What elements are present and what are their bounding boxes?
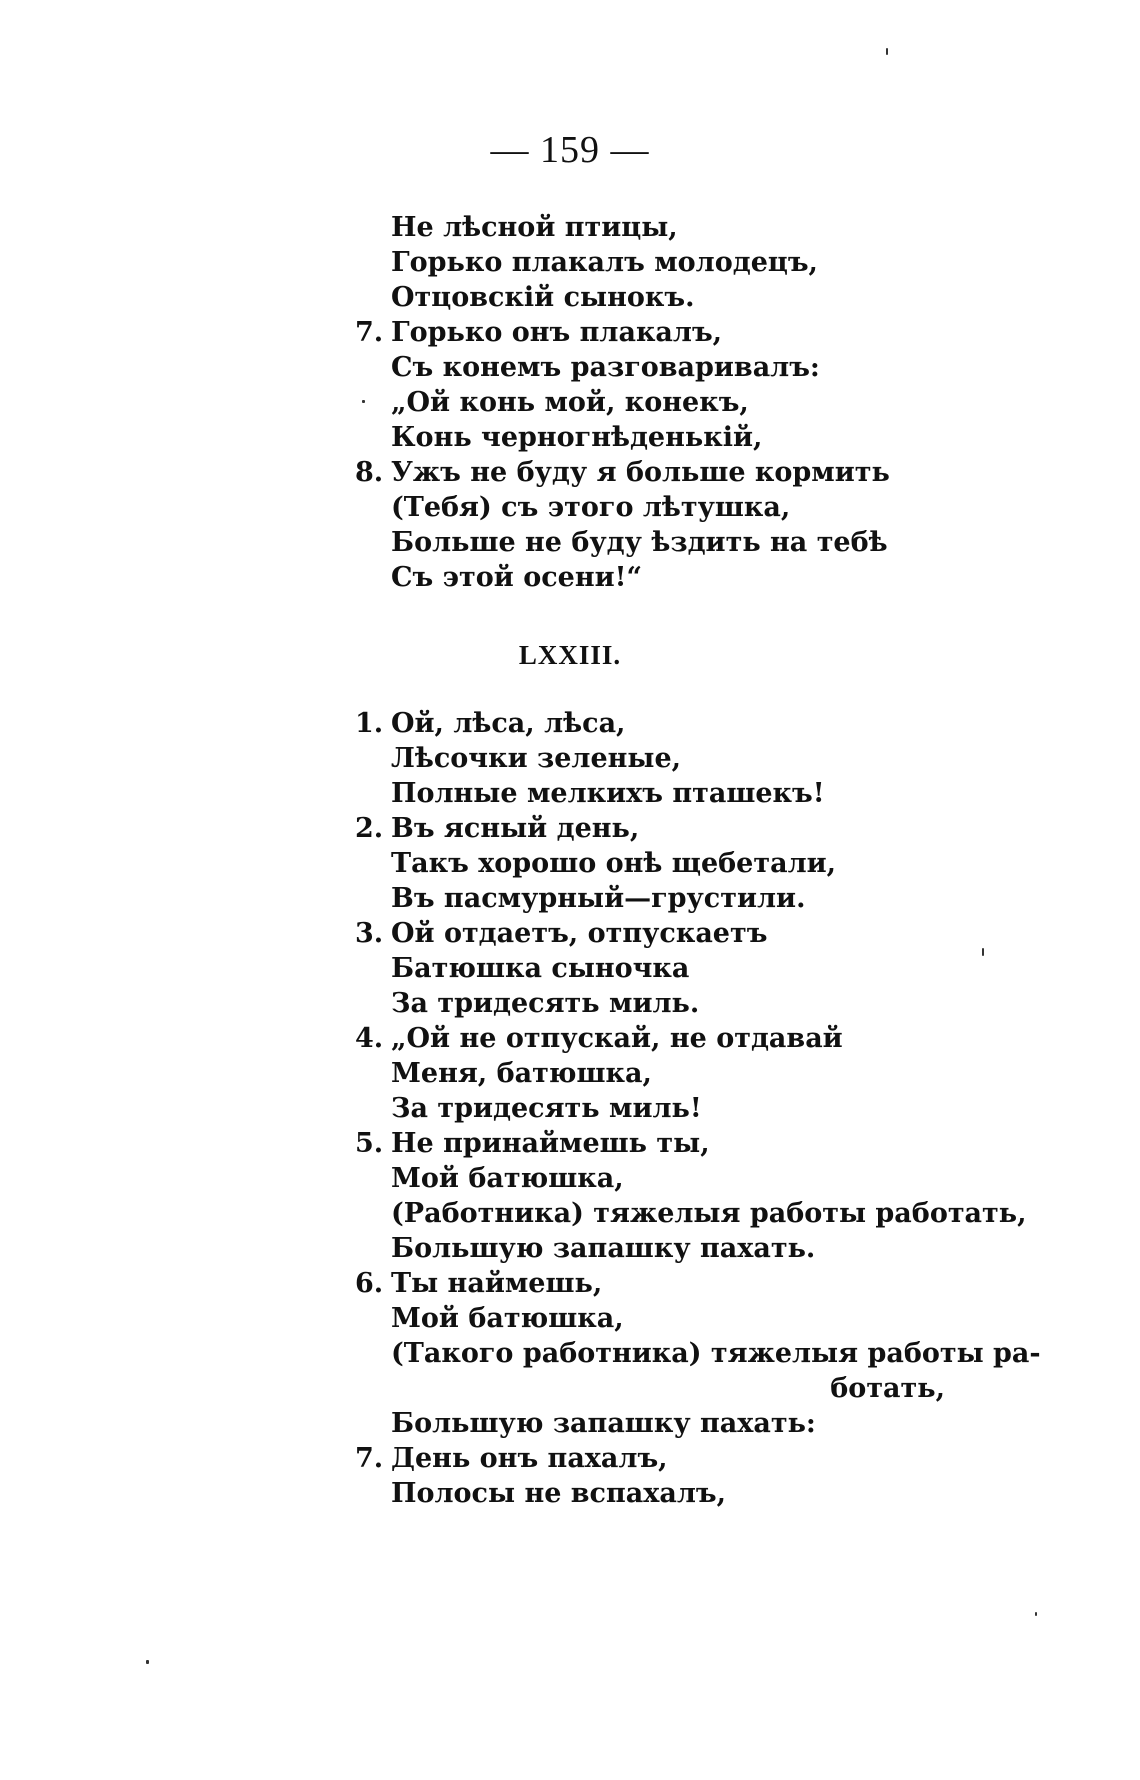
verse-line: Въ пасмурный—грустили. xyxy=(391,883,806,914)
verse-line: Полосы не вспахалъ, xyxy=(391,1478,726,1509)
verses-bottom xyxy=(355,706,1115,1511)
scan-speck xyxy=(886,48,888,55)
verse-line: Не лѣсной птицы, xyxy=(391,212,678,243)
verse-line: Большую запашку пахать: xyxy=(391,1408,816,1439)
verse-line: 4. „Ой не отпускай, не отдавай xyxy=(355,1023,843,1054)
scan-speck xyxy=(1035,1612,1037,1616)
scan-speck xyxy=(982,948,984,956)
verse-line: Больше не буду ѣздить на тебѣ xyxy=(391,527,888,558)
verse-line: Съ конемъ разговаривалъ: xyxy=(391,352,820,383)
verse-number: 7. xyxy=(355,1443,384,1474)
verse-line: Конь черногнѣденькій, xyxy=(391,422,763,453)
verse-line: За тридесять миль. xyxy=(391,988,700,1019)
verse-line: Отцовскій сынокъ. xyxy=(391,282,695,313)
verse-line: 2. Въ ясный день, xyxy=(355,813,640,844)
verse-line: Горько плакалъ молодецъ, xyxy=(391,247,818,278)
verse-line: „Ой конь мой, конекъ, xyxy=(391,387,749,418)
verse-line: (Тебя) съ этого лѣтушка, xyxy=(391,492,791,523)
scan-speck xyxy=(362,400,365,403)
section-title: LXXIII. xyxy=(518,640,622,670)
verse-line: 1. Ой, лѣса, лѣса, xyxy=(355,708,626,739)
verse-line: 5. Не принаймешь ты, xyxy=(355,1128,710,1159)
verse-number: 8. xyxy=(355,457,384,488)
verse-line: 6. Ты наймешь, xyxy=(355,1268,603,1299)
verse-line: 7. Горько онъ плакалъ, xyxy=(355,317,723,348)
verse-line: Съ этой осени!“ xyxy=(391,562,643,593)
verse-number: 3. xyxy=(355,918,384,949)
verse-number: 7. xyxy=(355,317,384,348)
verse-line: Полные мелкихъ пташекъ! xyxy=(391,778,825,809)
verse-number: 6. xyxy=(355,1268,384,1299)
verses-top xyxy=(355,210,1115,595)
verse-number: 2. xyxy=(355,813,384,844)
verse-line: 7. День онъ пахалъ, xyxy=(355,1443,668,1474)
verse-number: 1. xyxy=(355,708,384,739)
verse-number: 4. xyxy=(355,1023,384,1054)
verse-line: Большую запашку пахать. xyxy=(391,1233,816,1264)
verse-line: Батюшка сыночка xyxy=(391,953,690,984)
verse-line: (Такого работника) тяжелыя работы ра- xyxy=(391,1338,1041,1369)
verse-line: Такъ хорошо онѣ щебетали, xyxy=(391,848,837,879)
verse-line-continuation: ботать, xyxy=(830,1373,945,1404)
verse-line: Меня, батюшка, xyxy=(391,1058,652,1089)
page-number: — 159 — xyxy=(490,129,650,171)
verse-line: 3. Ой отдаетъ, отпускаетъ xyxy=(355,918,768,949)
verse-line: Мой батюшка, xyxy=(391,1303,624,1334)
verse-line: (Работника) тяжелыя работы работать, xyxy=(391,1198,1027,1229)
verse-line: Мой батюшка, xyxy=(391,1163,624,1194)
scan-speck xyxy=(146,1660,149,1664)
verse-line: За тридесять миль! xyxy=(391,1093,702,1124)
verse-line: Лѣсочки зеленые, xyxy=(391,743,682,774)
verse-line: 8. Ужъ не буду я больше кормить xyxy=(355,457,890,488)
verse-number: 5. xyxy=(355,1128,384,1159)
